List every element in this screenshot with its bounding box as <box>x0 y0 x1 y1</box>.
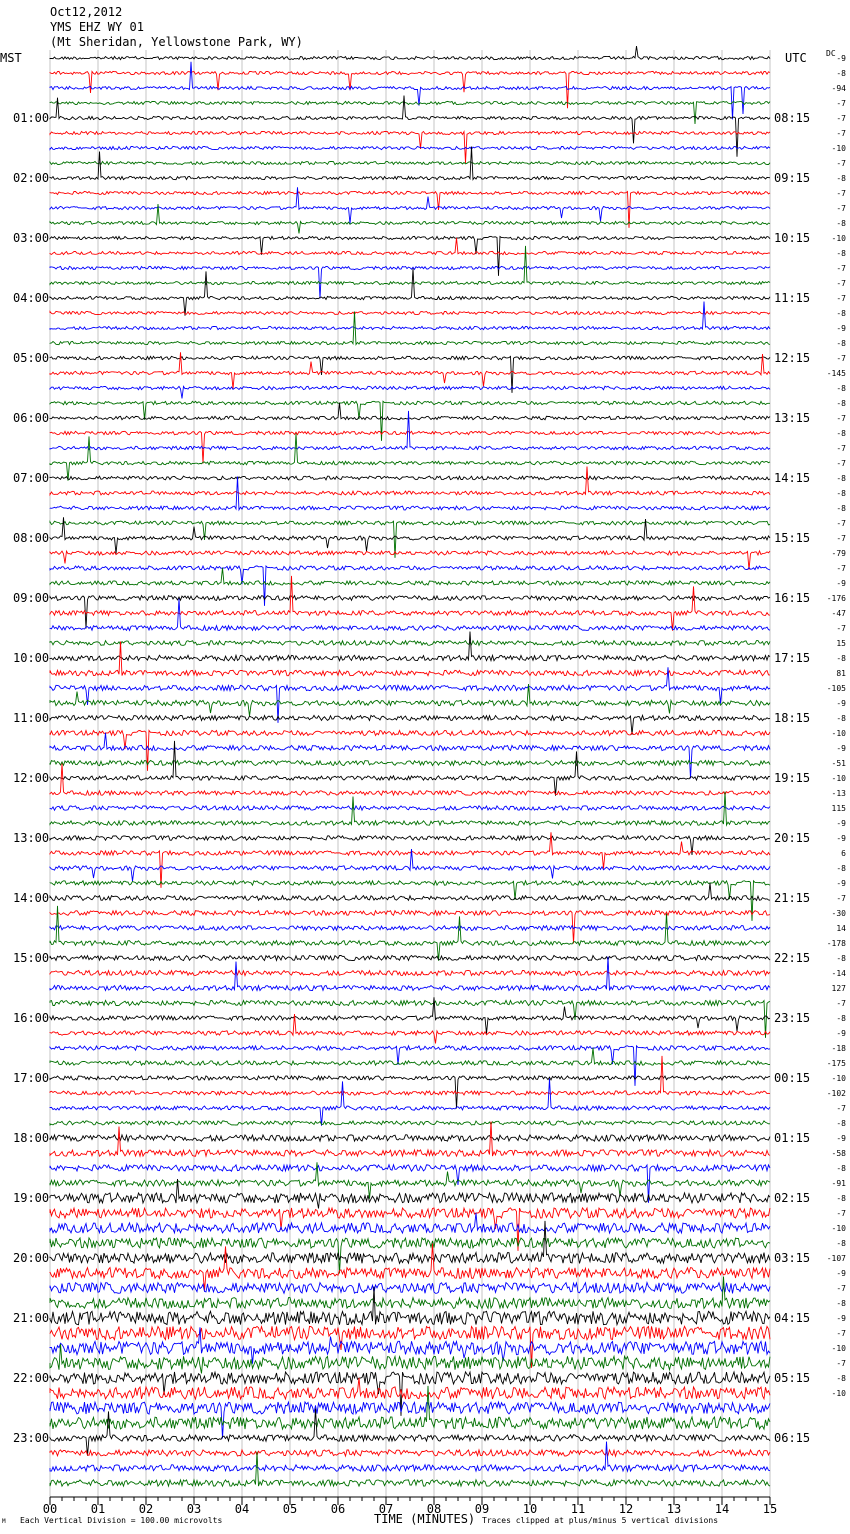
dc-offset-label: -58 <box>831 1149 846 1158</box>
dc-offset-label: -10 <box>831 234 846 243</box>
dc-offset-label: -9 <box>836 1269 846 1278</box>
dc-offset-label: 81 <box>836 669 846 678</box>
dc-offset-label: -8 <box>836 219 846 228</box>
dc-offset-label: -79 <box>831 549 846 558</box>
scale-note: Each Vertical Division = 100.00 microvolts <box>20 1516 223 1525</box>
dc-offset-label: -8 <box>836 69 846 78</box>
right-hour-label: 03:15 <box>774 1251 811 1265</box>
right-hour-label: 12:15 <box>774 351 811 365</box>
trace-73 <box>50 1122 770 1157</box>
trace-18 <box>50 302 770 330</box>
trace-21 <box>50 352 770 388</box>
dc-offset-label: -145 <box>826 369 846 378</box>
dc-offset-label: 6 <box>841 849 846 858</box>
dc-offset-label: 15 <box>836 639 846 648</box>
dc-offset-label: -8 <box>836 1239 846 1248</box>
dc-offset-label: -94 <box>831 84 846 93</box>
dc-offset-label: -7 <box>836 1284 846 1293</box>
x-tick-label: 02 <box>138 1502 154 1516</box>
dc-offset-label: -10 <box>831 1224 846 1233</box>
dc-offset-label: -30 <box>831 909 846 918</box>
dc-offset-label: -8 <box>836 339 846 348</box>
header-station: YMS EHZ WY 01 <box>50 20 144 34</box>
dc-offset-label: -8 <box>836 384 846 393</box>
dc-offset-label: -8 <box>836 1194 846 1203</box>
trace-22 <box>50 386 770 398</box>
trace-36 <box>50 596 770 629</box>
x-tick-label: 08 <box>426 1502 442 1516</box>
dc-offset-label: -9 <box>836 324 846 333</box>
x-tick-label: 05 <box>282 1502 298 1516</box>
dc-offset-label: -9 <box>836 1314 846 1323</box>
dc-offset-label: -9 <box>836 834 846 843</box>
trace-60 <box>50 955 770 960</box>
dc-offset-label: -8 <box>836 504 846 513</box>
dc-offset-label: -7 <box>836 1359 846 1368</box>
dc-offset-label: -7 <box>836 189 846 198</box>
x-tick-label: 00 <box>42 1502 58 1516</box>
clip-note: Traces clipped at plus/minus 5 vertical divisions <box>482 1516 719 1525</box>
x-tick-label: 07 <box>378 1502 394 1516</box>
right-hour-label: 23:15 <box>774 1011 811 1025</box>
dc-offset-label: -10 <box>831 774 846 783</box>
dc-offset-label: -91 <box>831 1179 846 1188</box>
dc-offset-label: 127 <box>831 984 846 993</box>
trace-29 <box>50 467 770 495</box>
dc-offset-label: -102 <box>826 1089 846 1098</box>
trace-42 <box>50 667 770 723</box>
trace-95 <box>50 1452 770 1487</box>
left-hour-label: 19:00 <box>13 1191 50 1205</box>
right-hour-label: 02:15 <box>774 1191 811 1205</box>
dc-offset-label: -9 <box>836 1134 846 1143</box>
trace-47 <box>50 761 770 766</box>
dc-offset-label: -7 <box>836 894 846 903</box>
dc-offset-label: -47 <box>831 609 846 618</box>
dc-offset-label: 14 <box>836 924 846 933</box>
right-hour-labels <box>774 111 810 1445</box>
dc-offset-label: -10 <box>831 1074 846 1083</box>
trace-71 <box>50 1121 770 1125</box>
trace-94 <box>50 1442 770 1472</box>
trace-70 <box>50 1079 770 1126</box>
dc-offset-label: -8 <box>836 864 846 873</box>
left-hour-label: 07:00 <box>13 471 50 485</box>
dc-offset-label: -9 <box>836 1029 846 1038</box>
x-axis-label: TIME (MINUTES) <box>374 1512 476 1526</box>
dc-offset-label: -7 <box>836 1329 846 1338</box>
right-hour-label: 16:15 <box>774 591 811 605</box>
right-hour-label: 18:15 <box>774 711 811 725</box>
dc-offset-label: -8 <box>836 1374 846 1383</box>
x-tick-label: 14 <box>714 1502 730 1516</box>
x-tick-label: 03 <box>186 1502 202 1516</box>
right-hour-label: 08:15 <box>774 111 811 125</box>
trace-78 <box>50 1213 770 1233</box>
trace-82 <box>50 1283 770 1294</box>
dc-offset-label: -10 <box>831 1389 846 1398</box>
trace-56 <box>50 883 770 901</box>
dc-offset-label: -9 <box>836 699 846 708</box>
right-hour-label: 17:15 <box>774 651 811 665</box>
trace-23 <box>50 401 770 441</box>
x-tick-label: 06 <box>330 1502 346 1516</box>
right-hour-label: 09:15 <box>774 171 811 185</box>
left-hour-label: 09:00 <box>13 591 50 605</box>
footer <box>2 1512 718 1526</box>
dc-offset-label: -14 <box>831 969 846 978</box>
x-tick-label: 10 <box>522 1502 538 1516</box>
trace-17 <box>50 311 770 314</box>
trace-3 <box>50 101 770 124</box>
dc-offset-label: -8 <box>836 1164 846 1173</box>
right-hour-label: 19:15 <box>774 771 811 785</box>
dc-offset-label: -176 <box>826 594 846 603</box>
trace-93 <box>50 1450 770 1456</box>
dc-offset-label: -51 <box>831 759 846 768</box>
left-zone-label: MST <box>0 51 22 65</box>
dc-offset-label: -7 <box>836 264 846 273</box>
right-hour-label: 01:15 <box>774 1131 811 1145</box>
left-hour-label: 05:00 <box>13 351 50 365</box>
left-hour-label: 12:00 <box>13 771 50 785</box>
corner-mark: M <box>2 1518 6 1525</box>
left-hour-label: 20:00 <box>13 1251 50 1265</box>
right-hour-label: 06:15 <box>774 1431 811 1445</box>
trace-72 <box>50 1135 770 1141</box>
dc-offset-label: -178 <box>826 939 846 948</box>
left-hour-label: 11:00 <box>13 711 50 725</box>
dc-offset-label: -10 <box>831 144 846 153</box>
dc-offset-label: -10 <box>831 729 846 738</box>
dc-offset-label: -7 <box>836 414 846 423</box>
header <box>0 5 836 65</box>
dc-offset-label: -13 <box>831 789 846 798</box>
trace-39 <box>50 641 770 646</box>
trace-80 <box>50 1221 770 1264</box>
left-hour-label: 10:00 <box>13 651 50 665</box>
dc-offset-label: -175 <box>826 1059 846 1068</box>
dc-offset-label: -7 <box>836 624 846 633</box>
left-hour-label: 16:00 <box>13 1011 50 1025</box>
right-hour-label: 04:15 <box>774 1311 811 1325</box>
dc-offset-label: -8 <box>836 474 846 483</box>
x-tick-label: 13 <box>666 1502 682 1516</box>
dc-offset-labels <box>827 54 846 1398</box>
dc-offset-label: -105 <box>826 684 846 693</box>
x-tick-label: 12 <box>618 1502 634 1516</box>
dc-offset-label: -7 <box>836 519 846 528</box>
trace-lines <box>50 46 770 1486</box>
x-tick-label: 09 <box>474 1502 490 1516</box>
dc-offset-label: -7 <box>836 534 846 543</box>
trace-83 <box>50 1277 770 1309</box>
trace-30 <box>50 477 770 510</box>
trace-46 <box>50 733 770 779</box>
left-hour-label: 23:00 <box>13 1431 50 1445</box>
trace-92 <box>50 1409 770 1456</box>
dc-offset-label: -9 <box>836 744 846 753</box>
dc-offset-label: -7 <box>836 294 846 303</box>
dc-offset-label: -7 <box>836 564 846 573</box>
dc-offset-label: -8 <box>836 654 846 663</box>
left-hour-label: 02:00 <box>13 171 50 185</box>
dc-offset-label: -8 <box>836 429 846 438</box>
trace-13 <box>50 238 770 255</box>
dc-offset-label: -9 <box>836 54 846 63</box>
dc-offset-label: -7 <box>836 444 846 453</box>
left-hour-label: 03:00 <box>13 231 50 245</box>
right-hour-label: 22:15 <box>774 951 811 965</box>
right-hour-label: 20:15 <box>774 831 811 845</box>
dc-offset-label: -8 <box>836 714 846 723</box>
trace-12 <box>50 236 770 275</box>
left-hour-label: 04:00 <box>13 291 50 305</box>
dc-offset-label: -9 <box>836 879 846 888</box>
trace-58 <box>50 926 770 931</box>
left-hour-label: 01:00 <box>13 111 50 125</box>
dc-offset-label: -7 <box>836 459 846 468</box>
left-hour-label: 14:00 <box>13 891 50 905</box>
right-hour-label: 11:15 <box>774 291 811 305</box>
dc-offset-label: -7 <box>836 99 846 108</box>
left-hour-label: 18:00 <box>13 1131 50 1145</box>
left-hour-labels <box>13 111 49 1445</box>
left-hour-label: 15:00 <box>13 951 50 965</box>
x-tick-label: 11 <box>570 1502 586 1516</box>
trace-15 <box>50 246 770 285</box>
trace-43 <box>50 684 770 716</box>
header-date: Oct12,2012 <box>50 5 123 19</box>
trace-53 <box>50 832 770 888</box>
dc-offset-label: -10 <box>831 1344 846 1353</box>
dc-offset-label: -7 <box>836 159 846 168</box>
left-hour-label: 21:00 <box>13 1311 50 1325</box>
dc-offset-label: -9 <box>836 579 846 588</box>
dc-offset-label: -7 <box>836 204 846 213</box>
trace-16 <box>50 269 770 316</box>
trace-40 <box>50 632 770 661</box>
trace-7 <box>50 161 770 164</box>
dc-offset-label: -8 <box>836 1014 846 1023</box>
left-hour-label: 13:00 <box>13 831 50 845</box>
dc-offset-label: -8 <box>836 954 846 963</box>
right-hour-label: 15:15 <box>774 531 811 545</box>
dc-offset-label: -7 <box>836 999 846 1008</box>
trace-33 <box>50 551 770 570</box>
trace-61 <box>50 971 770 976</box>
right-hour-label: 10:15 <box>774 231 811 245</box>
dc-offset-label: -18 <box>831 1044 846 1053</box>
x-tick-label: 01 <box>90 1502 106 1516</box>
x-tick-label: 15 <box>762 1502 778 1516</box>
dc-offset-label: -7 <box>836 1209 846 1218</box>
right-hour-label: 05:15 <box>774 1371 811 1385</box>
header-location: (Mt Sheridan, Yellowstone Park, WY) <box>50 35 303 49</box>
right-zone-label: UTC <box>785 51 807 65</box>
right-hour-label: 14:15 <box>774 471 811 485</box>
dc-offset-label: -7 <box>836 129 846 138</box>
dc-offset-label: -8 <box>836 489 846 498</box>
trace-24 <box>50 403 770 420</box>
dc-offset-label: 115 <box>831 804 846 813</box>
dc-offset-label: -7 <box>836 114 846 123</box>
dc-offset-label: -8 <box>836 399 846 408</box>
trace-6 <box>50 146 770 149</box>
dc-offset-label: -107 <box>826 1254 846 1263</box>
dc-offset-label: -9 <box>836 819 846 828</box>
dc-offset-label: -8 <box>836 249 846 258</box>
right-hour-label: 00:15 <box>774 1071 811 1085</box>
trace-37 <box>50 576 770 631</box>
left-hour-label: 17:00 <box>13 1071 50 1085</box>
dc-offset-label: -7 <box>836 279 846 288</box>
right-hour-label: 13:15 <box>774 411 811 425</box>
dc-offset-label: -8 <box>836 309 846 318</box>
left-hour-label: 22:00 <box>13 1371 50 1385</box>
right-hour-label: 21:15 <box>774 891 811 905</box>
dc-offset-label: -7 <box>836 354 846 363</box>
dc-offset-label: -8 <box>836 1299 846 1308</box>
trace-50 <box>50 806 770 810</box>
dc-offset-label: -7 <box>836 1104 846 1113</box>
dc-offset-label: -8 <box>836 174 846 183</box>
trace-32 <box>50 517 770 553</box>
trace-26 <box>50 411 770 450</box>
left-hour-label: 08:00 <box>13 531 50 545</box>
x-tick-label: 04 <box>234 1502 250 1516</box>
dc-offset-label: -8 <box>836 1119 846 1128</box>
trace-28 <box>50 476 770 480</box>
trace-2 <box>50 62 770 120</box>
dc-label: DC <box>826 49 836 58</box>
left-hour-label: 06:00 <box>13 411 50 425</box>
